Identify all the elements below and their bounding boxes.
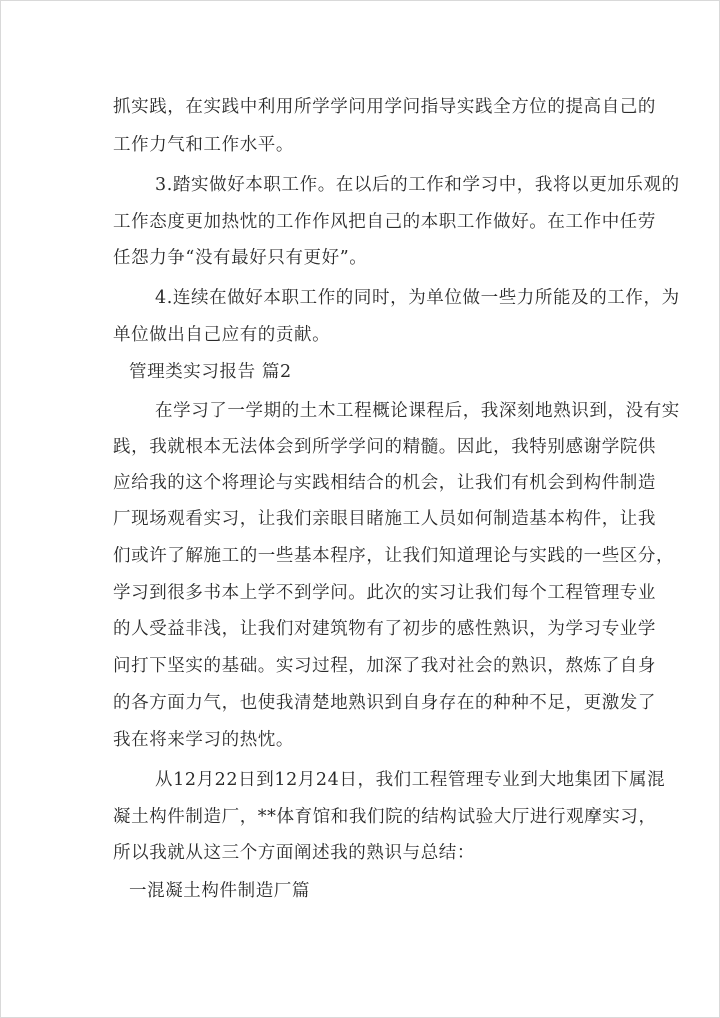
body-line: 4.连续在做好本职工作的同时，为单位做一些力所能及的工作，为 bbox=[155, 288, 680, 308]
body-line: 凝土构件制造厂，**体育馆和我们院的结构试验大厅进行观摩实习， bbox=[113, 807, 657, 827]
body-line: 工作力气和工作水平。 bbox=[113, 135, 294, 155]
body-line: 任怨力争“没有最好只有更好”。 bbox=[113, 248, 368, 268]
body-line: 问打下坚实的基础。实习过程，加深了我对社会的熟识，熬炼了自身 bbox=[113, 656, 656, 676]
body-line: 我在将来学习的热忱。 bbox=[113, 730, 294, 750]
body-line: 厂现场观看实习，让我们亲眼目睹施工人员如何制造基本构件，让我 bbox=[113, 509, 656, 529]
body-line: 们或许了解施工的一些基本程序，让我们知道理论与实践的一些区分， bbox=[113, 546, 675, 566]
body-line: 3.踏实做好本职工作。在以后的工作和学习中，我将以更加乐观的 bbox=[155, 175, 680, 195]
body-line: 学习到很多书本上学不到学问。此次的实习让我们每个工程管理专业 bbox=[113, 583, 656, 603]
body-line: 所以我就从这三个方面阐述我的熟识与总结： bbox=[113, 843, 475, 863]
body-line: 的各方面力气，也使我清楚地熟识到自身存在的种种不足，更激发了 bbox=[113, 693, 656, 713]
body-line: 从12月22日到12月24日，我们工程管理专业到大地集团下属混 bbox=[155, 770, 666, 790]
body-line: 的人受益非浅，让我们对建筑物有了初步的感性熟识，为学习专业学 bbox=[113, 619, 656, 639]
body-line: 单位做出自己应有的贡献。 bbox=[113, 325, 331, 345]
section-heading: 管理类实习报告 篇2 bbox=[129, 362, 292, 382]
section-heading: 一混凝土构件制造厂篇 bbox=[129, 881, 310, 901]
body-line: 抓实践，在实践中利用所学学问用学问指导实践全方位的提高自己的 bbox=[113, 97, 656, 117]
body-line: 应给我的这个将理论与实践相结合的机会，让我们有机会到构件制造 bbox=[113, 473, 656, 493]
body-line: 在学习了一学期的土木工程概论课程后，我深刻地熟识到，没有实 bbox=[155, 401, 680, 421]
body-line: 工作态度更加热忱的工作作风把自己的本职工作做好。在工作中任劳 bbox=[113, 212, 656, 232]
body-line: 践，我就根本无法体会到所学学问的精髓。因此，我特别感谢学院供 bbox=[113, 437, 656, 457]
